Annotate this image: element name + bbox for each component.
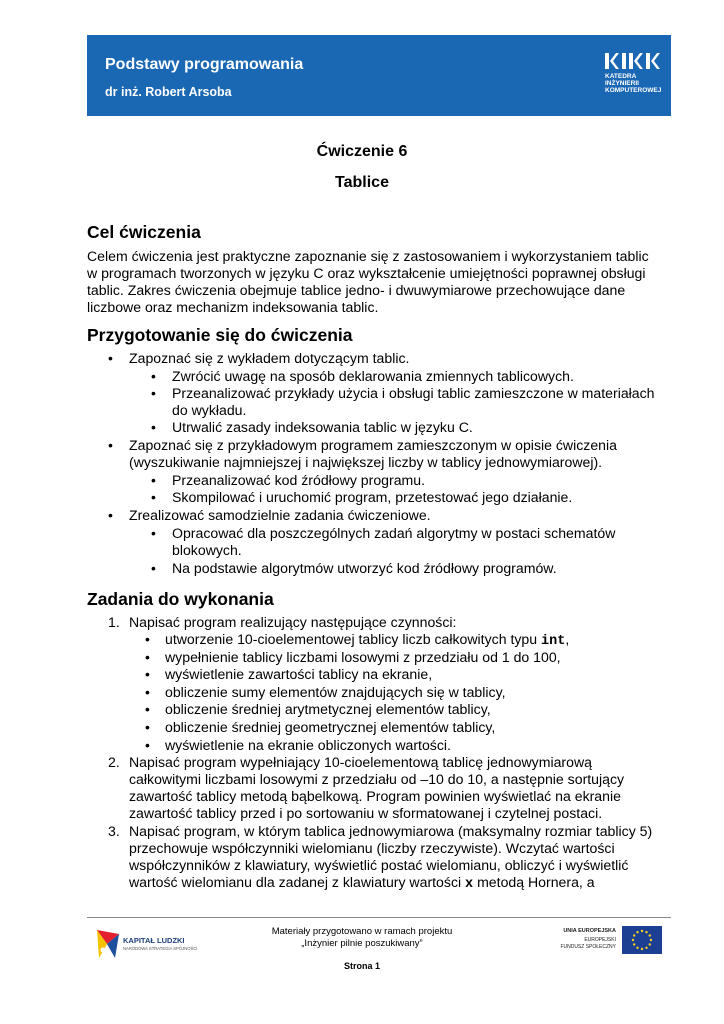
bullet-icon: • xyxy=(145,649,150,665)
prep-item-1c: Utrwalić zasady indeksowania tablic w języku C. xyxy=(172,419,473,435)
exercise-topic: Tablice xyxy=(335,174,389,191)
goal-line-1: Celem ćwiczenia jest praktyczne zapoznanie się z zastosowaniem i wykorzystaniem tablic xyxy=(87,248,649,264)
bullet-icon: • xyxy=(151,419,156,435)
task-number: 2. xyxy=(108,754,120,770)
task-1-item-5: obliczenie średniej arytmetycznej elementów tablicy, xyxy=(165,701,491,717)
task-3-line-4: wartość wielomianu dla zadanej z klawiatury wartości x metodą Hornera, a xyxy=(129,874,595,892)
task-number: 1. xyxy=(108,614,120,630)
task-1-item-3: wyświetlenie zawartości tablicy na ekranie, xyxy=(165,666,433,682)
task-1-item-7: wyświetlenie na ekranie obliczonych wartości. xyxy=(165,737,451,753)
page-number: Strona 1 xyxy=(343,961,380,971)
prep-item-1b-cont: do wykładu. xyxy=(172,402,247,418)
bullet-icon: • xyxy=(151,525,156,541)
kik-logo-icon xyxy=(605,51,661,73)
task-2-line-2: całkowitymi liczbami losowymi z przedziału od –10 do 10, a następnie sortujący xyxy=(129,771,625,787)
prep-item-1a: Zwrócić uwagę na sposób deklarowania zmiennych tablicowych. xyxy=(172,368,574,384)
footer-project-line-1: Materiały przygotowano w ramach projektu xyxy=(271,926,453,937)
eu-logo xyxy=(556,924,666,960)
eu-star-icon xyxy=(633,934,635,936)
heading-goal: Cel ćwiczenia xyxy=(87,222,201,242)
bullet-icon: • xyxy=(145,737,150,753)
header-banner xyxy=(87,35,671,116)
code-x: x xyxy=(465,877,474,892)
eu-text-1: UNIA EUROPEJSKA xyxy=(563,928,616,934)
bullet-icon: • xyxy=(145,701,150,717)
prep-item-2: Zapoznać się z przykładowym programem zamieszczonym w opisie ćwiczenia xyxy=(129,437,617,453)
task-2-line-3: zawartość tablicy metodą bąbelkową. Program powinien wyświetlać na ekranie xyxy=(129,788,621,804)
bullet-icon: • xyxy=(151,472,156,488)
eu-text-3: FUNDUSZ SPOŁECZNY xyxy=(560,944,616,950)
course-title: Podstawy programowania xyxy=(105,56,304,73)
eu-star-icon xyxy=(633,943,635,945)
task-3-line-2: przechowuje współczynniki wielomianu (liczby rzeczywiste). Wczytać wartości xyxy=(129,840,615,856)
eu-star-icon xyxy=(645,947,647,949)
prep-item-1: Zapoznać się z wykładem dotyczącym tablic. xyxy=(129,350,410,366)
task-1-item-6: obliczenie średniej geometrycznej elementów tablicy, xyxy=(165,719,496,735)
kik-logo xyxy=(605,51,661,107)
bullet-icon: • xyxy=(151,560,156,576)
exercise-number: Ćwiczenie 6 xyxy=(316,143,408,160)
bullet-icon: • xyxy=(151,368,156,384)
eu-star-icon xyxy=(641,948,643,950)
task-1-item-4: obliczenie sumy elementów znajdujących się w tablicy, xyxy=(165,684,506,700)
heading-tasks: Zadania do wykonania xyxy=(87,589,274,609)
bullet-icon: • xyxy=(151,385,156,401)
eu-star-icon xyxy=(649,943,651,945)
kapital-ludzki-subtitle: NARODOWA STRATEGIA SPÓJNOŚCI xyxy=(123,946,198,951)
bullet-icon: • xyxy=(145,719,150,735)
bullet-icon: • xyxy=(145,631,150,647)
task-1-item-1: utworzenie 10-cioelementowej tablicy liczb całkowitych typu int, xyxy=(165,631,570,649)
eu-star-icon xyxy=(645,931,647,933)
kik-logo-text: KATEDRA INŻYNIERII KOMPUTEROWEJ xyxy=(605,73,662,94)
task-2-line-1: Napisać program wypełniający 10-cioelementową tablicę jednowymiarową xyxy=(129,754,592,770)
bullet-icon: • xyxy=(145,666,150,682)
footer-project-line-2: „Inżynier pilnie poszukiwany” xyxy=(301,938,423,949)
prep-item-1b: Przeanalizować przykłady użycia i obsługi tablic zamieszczone w materiałach xyxy=(172,385,655,401)
eu-star-icon xyxy=(636,947,638,949)
eu-star-icon xyxy=(641,930,643,932)
footer-divider xyxy=(87,917,671,918)
eu-star-icon xyxy=(636,931,638,933)
task-number: 3. xyxy=(108,823,120,839)
heading-preparation: Przygotowanie się do ćwiczenia xyxy=(87,325,353,345)
author-name: dr inż. Robert Arsoba xyxy=(105,85,232,99)
bullet-icon: • xyxy=(108,507,113,523)
eu-star-icon xyxy=(649,934,651,936)
goal-line-2: w programach tworzonych w języku C oraz wykształcenie umiejętności poprawnej obsługi xyxy=(87,265,646,281)
prep-item-2a: Przeanalizować kod źródłowy programu. xyxy=(172,472,426,488)
goal-line-3: tablic. Zakres ćwiczenia obejmuje tablice jedno- i dwuwymiarowe przechowujące dane xyxy=(87,282,626,298)
task-3-line-1: Napisać program, w którym tablica jednowymiarowa (maksymalny rozmiar tablicy 5) xyxy=(129,823,653,839)
goal-line-4: liczbowe oraz mechanizm indeksowania tablic. xyxy=(87,299,379,315)
task-3-line-3: współczynników z klawiatury, wyświetlić postać wielomianu, obliczyć i wyświetlić xyxy=(129,857,629,873)
task-2-line-4: zawartość tablicy przed i po sortowaniu w sformatowanej i czytelnej postaci. xyxy=(129,805,603,821)
bullet-icon: • xyxy=(108,437,113,453)
prep-item-3a: Opracować dla poszczególnych zadań algorytmy w postaci schematów xyxy=(172,525,616,541)
prep-item-3b: Na podstawie algorytmów utworzyć kod źródłowy programów. xyxy=(172,560,557,576)
eu-star-icon xyxy=(632,939,634,941)
prep-item-3: Zrealizować samodzielnie zadania ćwiczeniowe. xyxy=(129,507,431,523)
bullet-icon: • xyxy=(108,350,113,366)
bullet-icon: • xyxy=(145,684,150,700)
kapital-ludzki-title: KAPITAŁ LUDZKI xyxy=(123,936,185,945)
prep-item-2b: Skompilować i uruchomić program, przetestować jego działanie. xyxy=(172,489,573,505)
task-1-item-2: wypełnienie tablicy liczbami losowymi z przedziału od 1 do 100, xyxy=(165,649,561,665)
prep-item-3a-cont: blokowych. xyxy=(172,542,242,558)
eu-flag-icon xyxy=(622,926,662,954)
eu-star-icon xyxy=(650,939,652,941)
eu-text-2: EUROPEJSKI xyxy=(584,937,616,943)
code-int: int xyxy=(541,634,566,649)
prep-item-2-cont: (wyszukiwanie najmniejszej i największej liczby w tablicy jednowymiarowej). xyxy=(129,454,603,470)
bullet-icon: • xyxy=(151,489,156,505)
task-1-text: Napisać program realizujący następujące czynności: xyxy=(129,614,457,630)
